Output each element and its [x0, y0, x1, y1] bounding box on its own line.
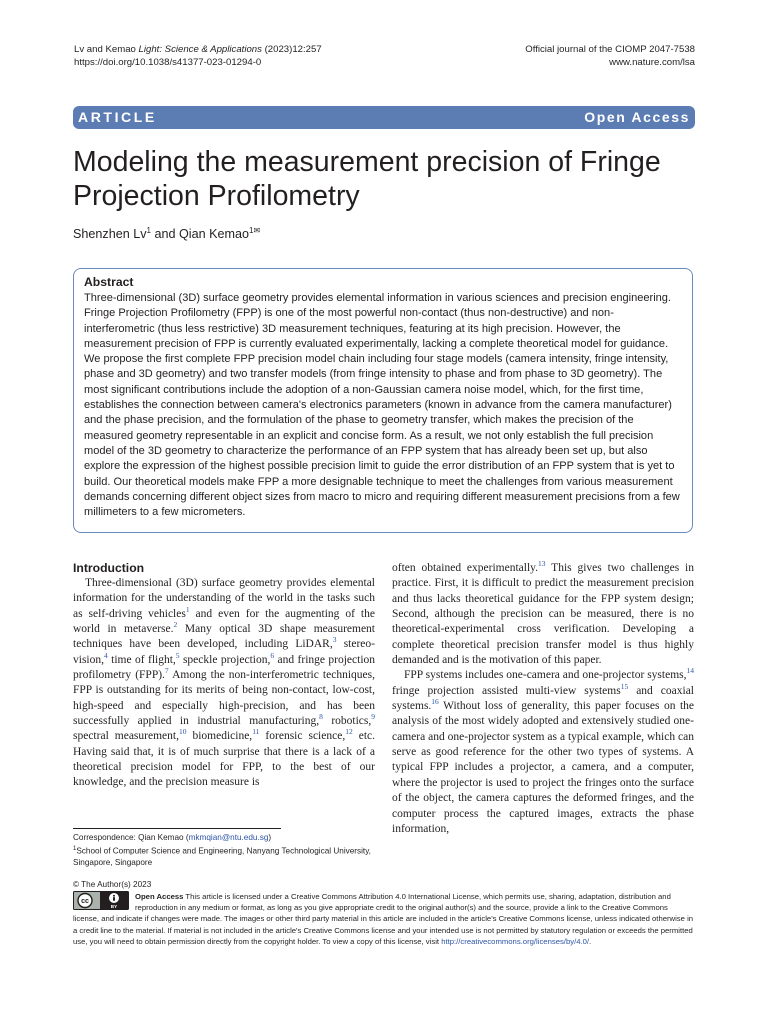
- correspondence-line: Correspondence: Qian Kemao (mkmqian@ntu.edu.sg): [73, 833, 272, 842]
- author-1[interactable]: Shenzhen Lv: [73, 227, 147, 242]
- open-access-label: Open Access: [584, 109, 690, 125]
- correspondence-email-link[interactable]: mkmqian@ntu.edu.sg: [188, 833, 269, 842]
- body-column-left: [73, 561, 375, 791]
- citation-link[interactable]: 2: [173, 620, 178, 630]
- svg-text:BY: BY: [110, 904, 118, 909]
- article-banner: [73, 106, 695, 129]
- header-authors: Lv and Kemao: [74, 44, 139, 55]
- author-2-affiliation: 1✉: [249, 226, 261, 235]
- author-separator: and: [150, 227, 179, 242]
- citation-link[interactable]: 15: [620, 681, 629, 691]
- abstract-box: [73, 268, 693, 533]
- footnote-divider: [73, 828, 281, 829]
- svg-text:cc: cc: [81, 898, 89, 906]
- license-link[interactable]: http://creativecommons.org/licenses/by/4.0/: [441, 936, 590, 946]
- citation-link[interactable]: 14: [686, 666, 694, 676]
- abstract-heading: Abstract: [84, 275, 134, 289]
- citation-link[interactable]: 3: [332, 635, 337, 645]
- intro-paragraph-1: Three-dimensional (3D) surface geometry provides elemental information for the understanding of the world in the tasks such as self-driving vehicles$^1$ and even for the augmenting of the world in metaverse.$^2$ Many optical 3D shape measurement techniques have been developed, including LiDAR,$^3$ stereo-vision,$^4$ time of flight,$^5$ speckle projection,$^6$ and fringe projection profilometry (FPP).$^7$ Among the non-interferometric techniques, FPP is outstanding for its merits of being non-contact, low-cost, high-speed and especially high-precision, and has been successfully applied in industrial manufacturing,$^8$ robotics,$^9$ spectral measurement,$^{10}$ biomedicine,$^{11}$ forensic science,$^{12}$ etc. Having said that, it is of much surprise that there is a lack of a theoretical precision model for FPP, to the best of our knowledge, and the precision measure is: [73, 577, 376, 789]
- footnote: [73, 832, 375, 868]
- citation-link[interactable]: 16: [431, 697, 439, 707]
- header-doi[interactable]: https://doi.org/10.1038/s41377-023-01294-0: [74, 57, 262, 68]
- article-title: Modeling the measurement precision of Fringe Projection Profilometry: [73, 146, 661, 212]
- license-text: This article is licensed under a Creative Commons Attribution 4.0 International License, which permits use, sharing, adaptation, distribution and reproduction in any medium or format, as long as you give appropriate credit to the original author(s) and the source, provide a link to the Creative Commons license, and indicate if changes were made. The images or other third party material in this article are included in the article's Creative Commons license, unless indicated otherwise in a credit line to the material. If material is not included in the article's Creative Commons license and your intended use is not permitted by statutory regulation or exceeds the permitted use, you will need to obtain permission directly from the copyright holder. To view a copy of this license, visit: [73, 892, 694, 946]
- license-open-access-label: Open Access: [135, 892, 184, 901]
- citation-link[interactable]: 1: [185, 604, 190, 614]
- citation-link[interactable]: 9: [371, 712, 375, 722]
- citation-link[interactable]: 12: [345, 727, 353, 737]
- header-volume: (2023)12:257: [261, 44, 322, 55]
- author-list: [73, 226, 260, 241]
- citation-link[interactable]: 6: [270, 650, 275, 660]
- citation-link[interactable]: 10: [178, 727, 187, 737]
- intro-paragraph-2: FPP systems includes one-camera and one-projector systems,$^{14}$ fringe projection assisted multi-view systems$^{15}$ and coaxial systems.$^{16}$ Without loss of generality, this paper focuses on the analysis of the most widely adopted and extensively studied one-camera and one-projector system as a typical example, which can serve as good reference for the other two types of systems. A typical FPP includes a projector, a camera, and a computer, where the projector is used to project the fringes onto the surface of the object, the camera captures the deformed fringes, and the computer process the captured images, extracts the phase information,: [392, 666, 694, 835]
- author-1-affiliation: 1: [146, 226, 151, 235]
- header-website[interactable]: www.nature.com/lsa: [609, 57, 695, 68]
- section-heading-introduction: Introduction: [73, 561, 145, 575]
- citation-link[interactable]: 4: [104, 650, 108, 660]
- cc-by-icon[interactable]: [73, 891, 129, 910]
- header-journal-info: Official journal of the CIOMP 2047-7538: [525, 44, 695, 55]
- citation-link[interactable]: 7: [164, 666, 169, 676]
- article-type-label: ARTICLE: [78, 109, 157, 125]
- citation-link[interactable]: 13: [538, 559, 546, 569]
- running-header-left: [74, 43, 322, 69]
- abstract-text: Three-dimensional (3D) surface geometry provides elemental information in various sciences and precision engineering. Fringe Projection Profilometry (FPP) is one of the most powerful non-contact (thus non-destructive) and non-interferometric (thus less restrictive) 3D measurement techniques, featuring at its high precision. However, the measurement precision of FPP is currently evaluated experimentally, lacking a complete theoretical model for guidance. We propose the first complete FPP precision model chain including four stage models (camera intensity, fringe intensity, phase and 3D geometry) and two transfer models (from fringe intensity to phase and from phase to 3D geometry). The most significant contributions include the adoption of a non-Gaussian camera noise model, which, for the first time, establishes the connection between camera's electronics parameters (known in advance from the camera manufacturer) and the phase precision, and the formulation of the phase to geometry transfer, which makes the precision of the measured geometry representable in an explicit and concise form. As a result, we not only establish the full precision model of the 3D geometry to characterize the performance of an FPP system that has already been set up, but also explore the expression of the highest possible precision limit to guide the error distribution of an FPP system that is yet to build. Our theoretical models make FPP a more designable technique to meet the challenges from various measurement demands concerning different object sizes from macro to micro and requiring different measurement precisions from a few millimeters to a few micrometers.: [84, 292, 680, 519]
- affiliation-line: $^1$School of Computer Science and Engineering, Nanyang Technological University, Singapore, Singapore: [73, 845, 371, 867]
- citation-link[interactable]: 11: [252, 727, 260, 737]
- citation-link[interactable]: 8: [319, 712, 323, 722]
- running-header-right: [525, 43, 695, 69]
- license-block: cc BY Open Access This article is licensed under a Creative Commons Attribution 4.0 International License, which permits use, sharing, adaptation, distribution and reproduction in any medium or format, as long as you give appropriate credit to the original author(s) and the source, provide a link to the Creative Commons license, and indicate if changes were made. The images or other third party material in this article are included in the article's Creative Commons license, unless indicated otherwise in a credit line to the material. If material is not included in the article's Creative Commons license and your intended use is not permitted by statutory regulation or exceeds the permitted use, you will need to obtain permission directly from the copyright holder. To view a copy of this license, visit http://creativecommons.org/licenses/by/4.0/.: [73, 892, 694, 946]
- author-2[interactable]: Qian Kemao: [179, 227, 250, 242]
- body-column-right: [392, 561, 694, 837]
- citation-link[interactable]: 5: [175, 650, 180, 660]
- intro-paragraph-1-continued: often obtained experimentally.$^{13}$ This gives two challenges in practice. First, it is difficult to predict the measurement precision and thus lacks theoretical guidance for the FPP system design; Second, although the precision can be measured, there is no theoretical-experimental cross verification. Developing a complete theoretical precision transfer model is thus highly demanded and is the motivation of this paper.: [392, 559, 695, 667]
- copyright-line: © The Author(s) 2023: [73, 880, 152, 889]
- header-journal: Light: Science & Applications: [138, 44, 262, 55]
